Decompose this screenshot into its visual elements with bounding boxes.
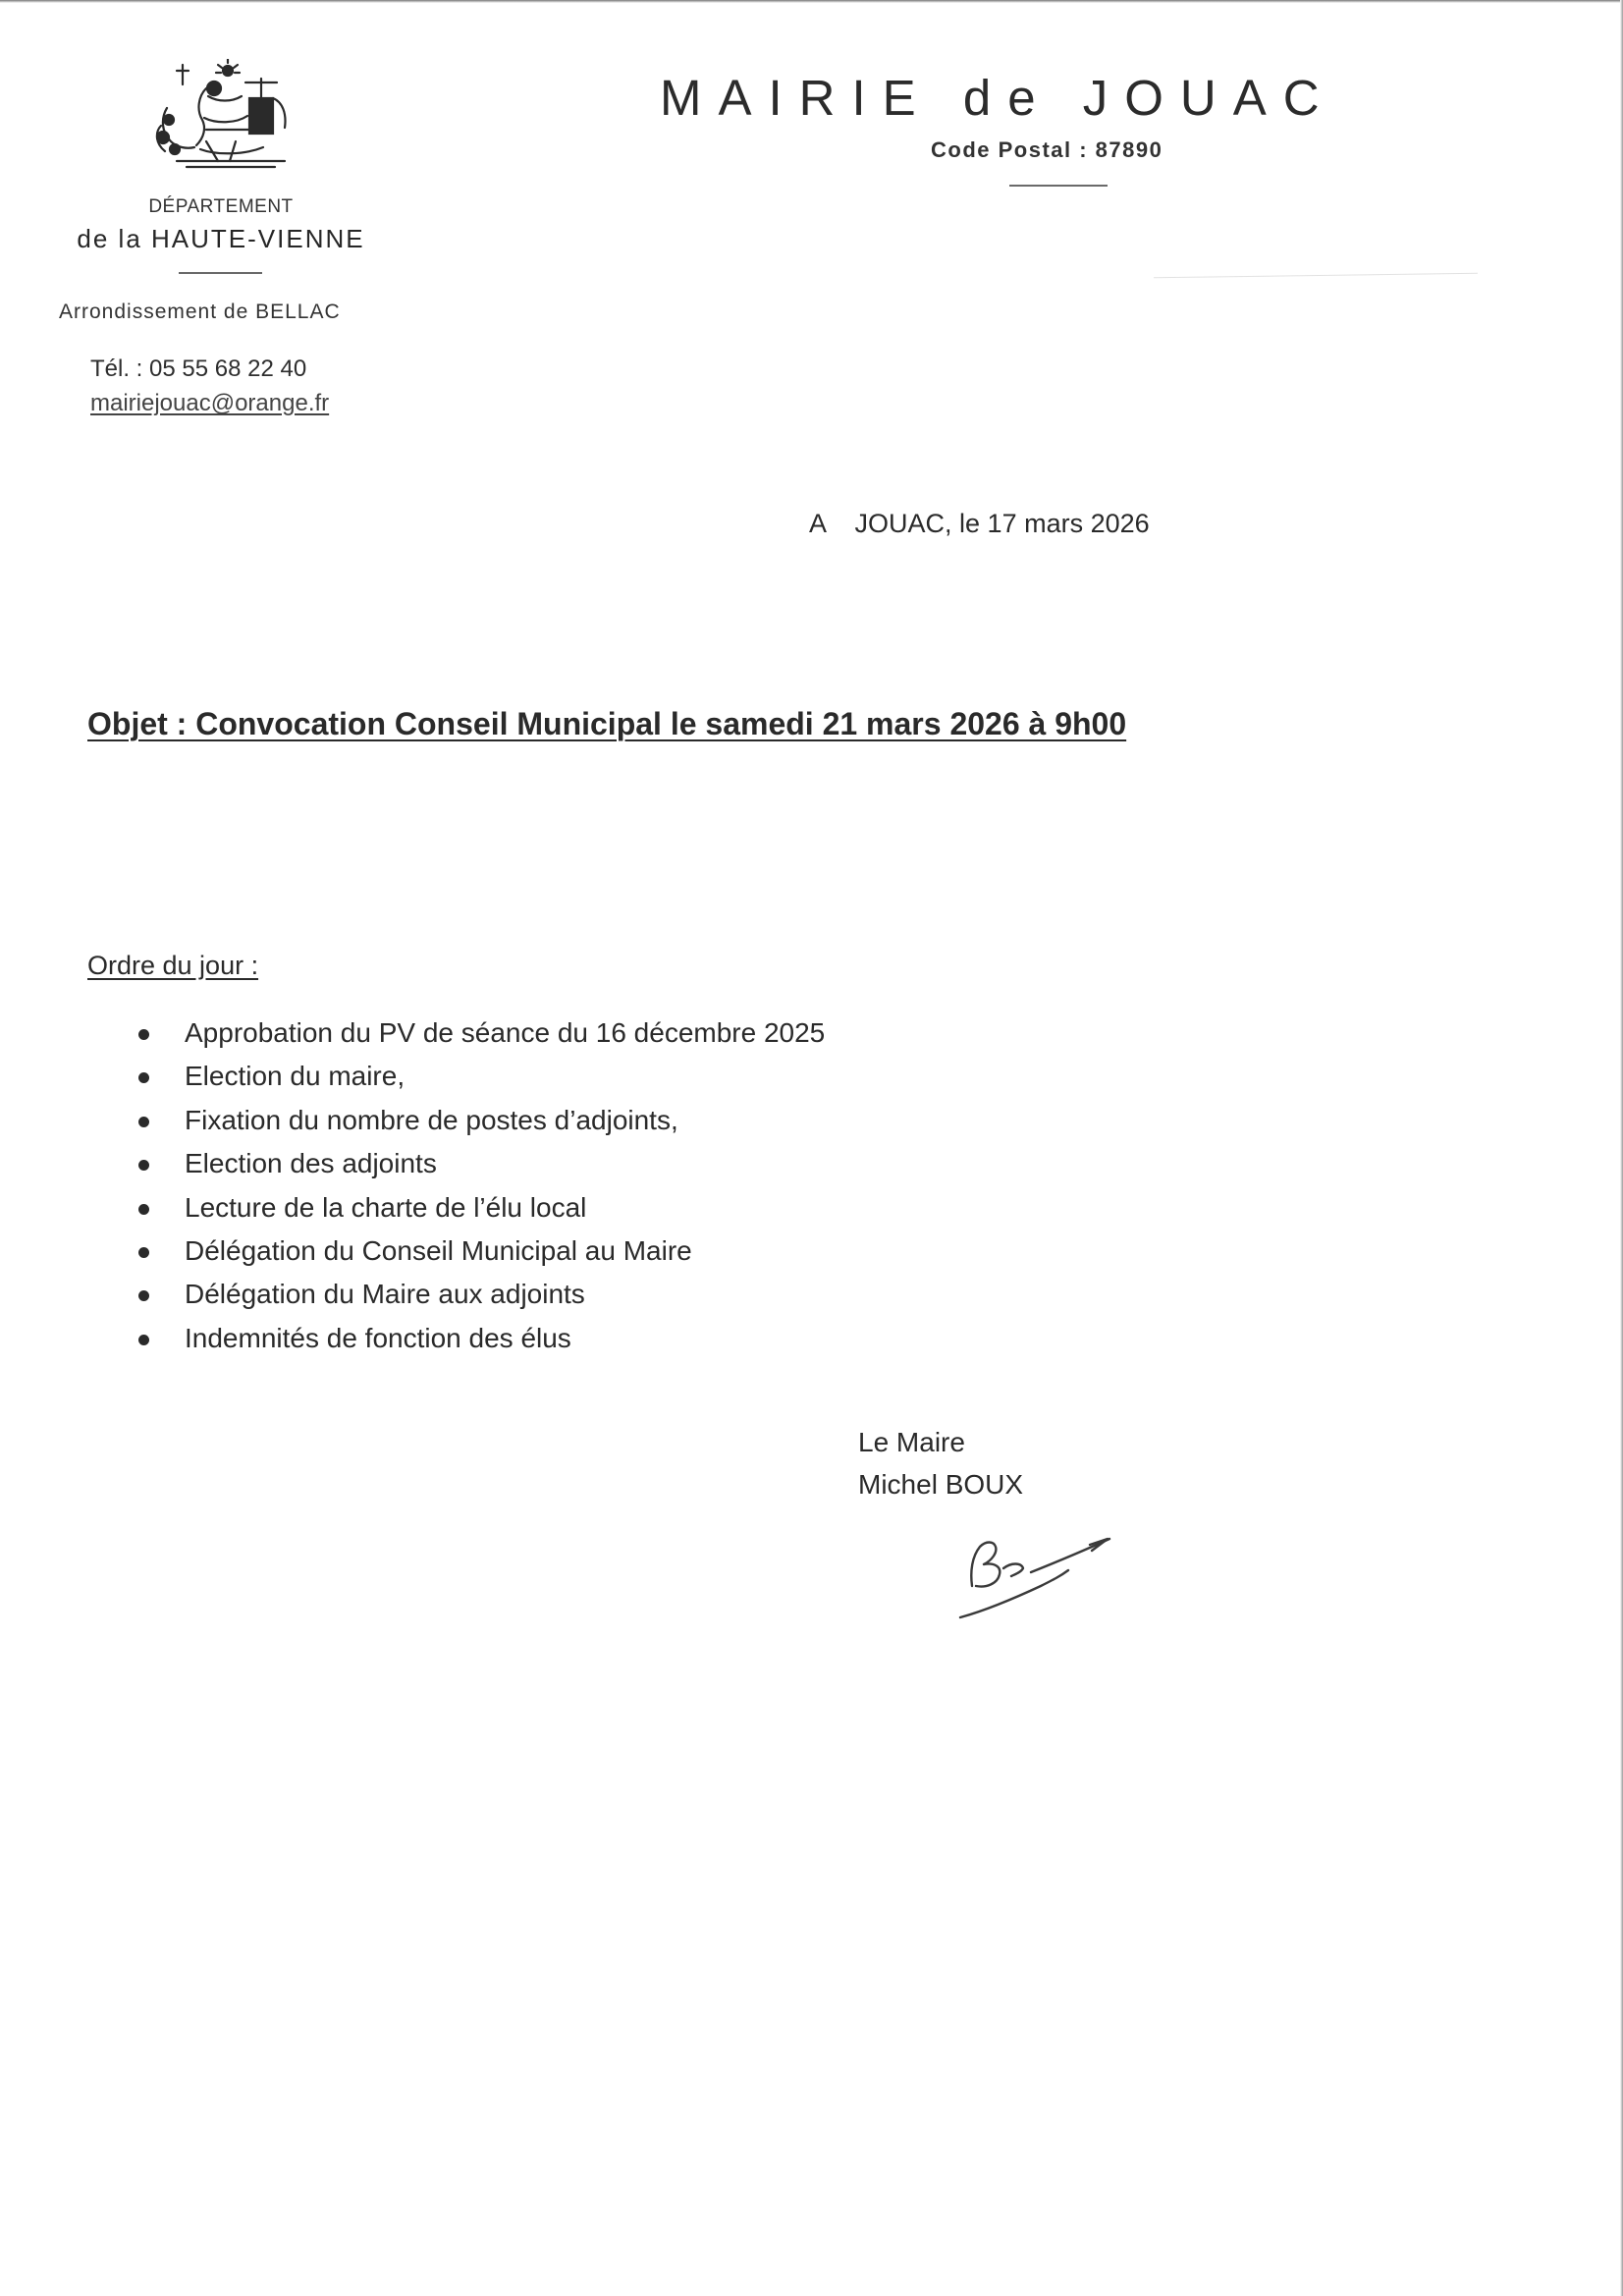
agenda-item-text: Approbation du PV de séance du 16 décembre 2025 [185,1017,826,1048]
agenda-item [134,1099,825,1142]
agenda-item-text: Election du maire, [185,1061,406,1092]
agenda-item-text: Délégation du Maire aux adjoints [185,1279,585,1310]
agenda-item [134,1230,825,1273]
bullet-icon [138,1117,149,1127]
date-line: A JOUAC, le 17 mars 2026 [809,509,1150,538]
bullet-icon [138,1335,149,1345]
department-label: DÉPARTEMENT [148,196,294,217]
bullet-icon [138,1160,149,1171]
agenda-title: Ordre du jour : [87,951,259,980]
agenda-item-text: Election des adjoints [185,1148,437,1179]
agenda-item [134,1142,825,1185]
agenda-item-text: Fixation du nombre de postes d’adjoints, [185,1104,678,1135]
phone-number: Tél. : 05 55 68 22 40 [90,355,307,382]
faint-scan-line [1154,273,1478,279]
agenda-item [134,1273,825,1316]
code-postal: Code Postal : 87890 [931,137,1163,162]
bullet-icon [138,1029,149,1040]
handwritten-signature-icon [943,1517,1119,1625]
agenda-item [134,1317,825,1360]
letter-subject: Objet : Convocation Conseil Municipal le samedi 21 mars 2026 à 9h00 [87,706,1127,741]
arrondissement: Arrondissement de BELLAC [59,301,341,323]
agenda-item-text: Délégation du Conseil Municipal au Maire [185,1234,692,1266]
department-divider [179,272,262,274]
signatory-name: Michel BOUX [858,1469,1024,1500]
mairie-title: MAIRIE de JOUAC [660,70,1336,126]
coat-of-arms-icon [147,59,295,172]
signatory-role: Le Maire [858,1427,965,1457]
agenda-list [134,1011,825,1360]
bullet-icon [138,1247,149,1258]
agenda-item-text: Lecture de la charte de l’élu local [185,1191,587,1223]
email-link[interactable]: mairiejouac@orange.fr [90,390,330,416]
agenda-item [134,1055,825,1098]
bullet-icon [138,1290,149,1301]
agenda-item-text: Indemnités de fonction des élus [185,1322,571,1353]
department-name: de la HAUTE-VIENNE [77,224,365,253]
agenda-item [134,1011,825,1055]
code-postal-divider [1009,185,1108,187]
agenda-item [134,1186,825,1230]
bullet-icon [138,1204,149,1215]
bullet-icon [138,1072,149,1083]
scan-edge-top [0,0,1623,3]
